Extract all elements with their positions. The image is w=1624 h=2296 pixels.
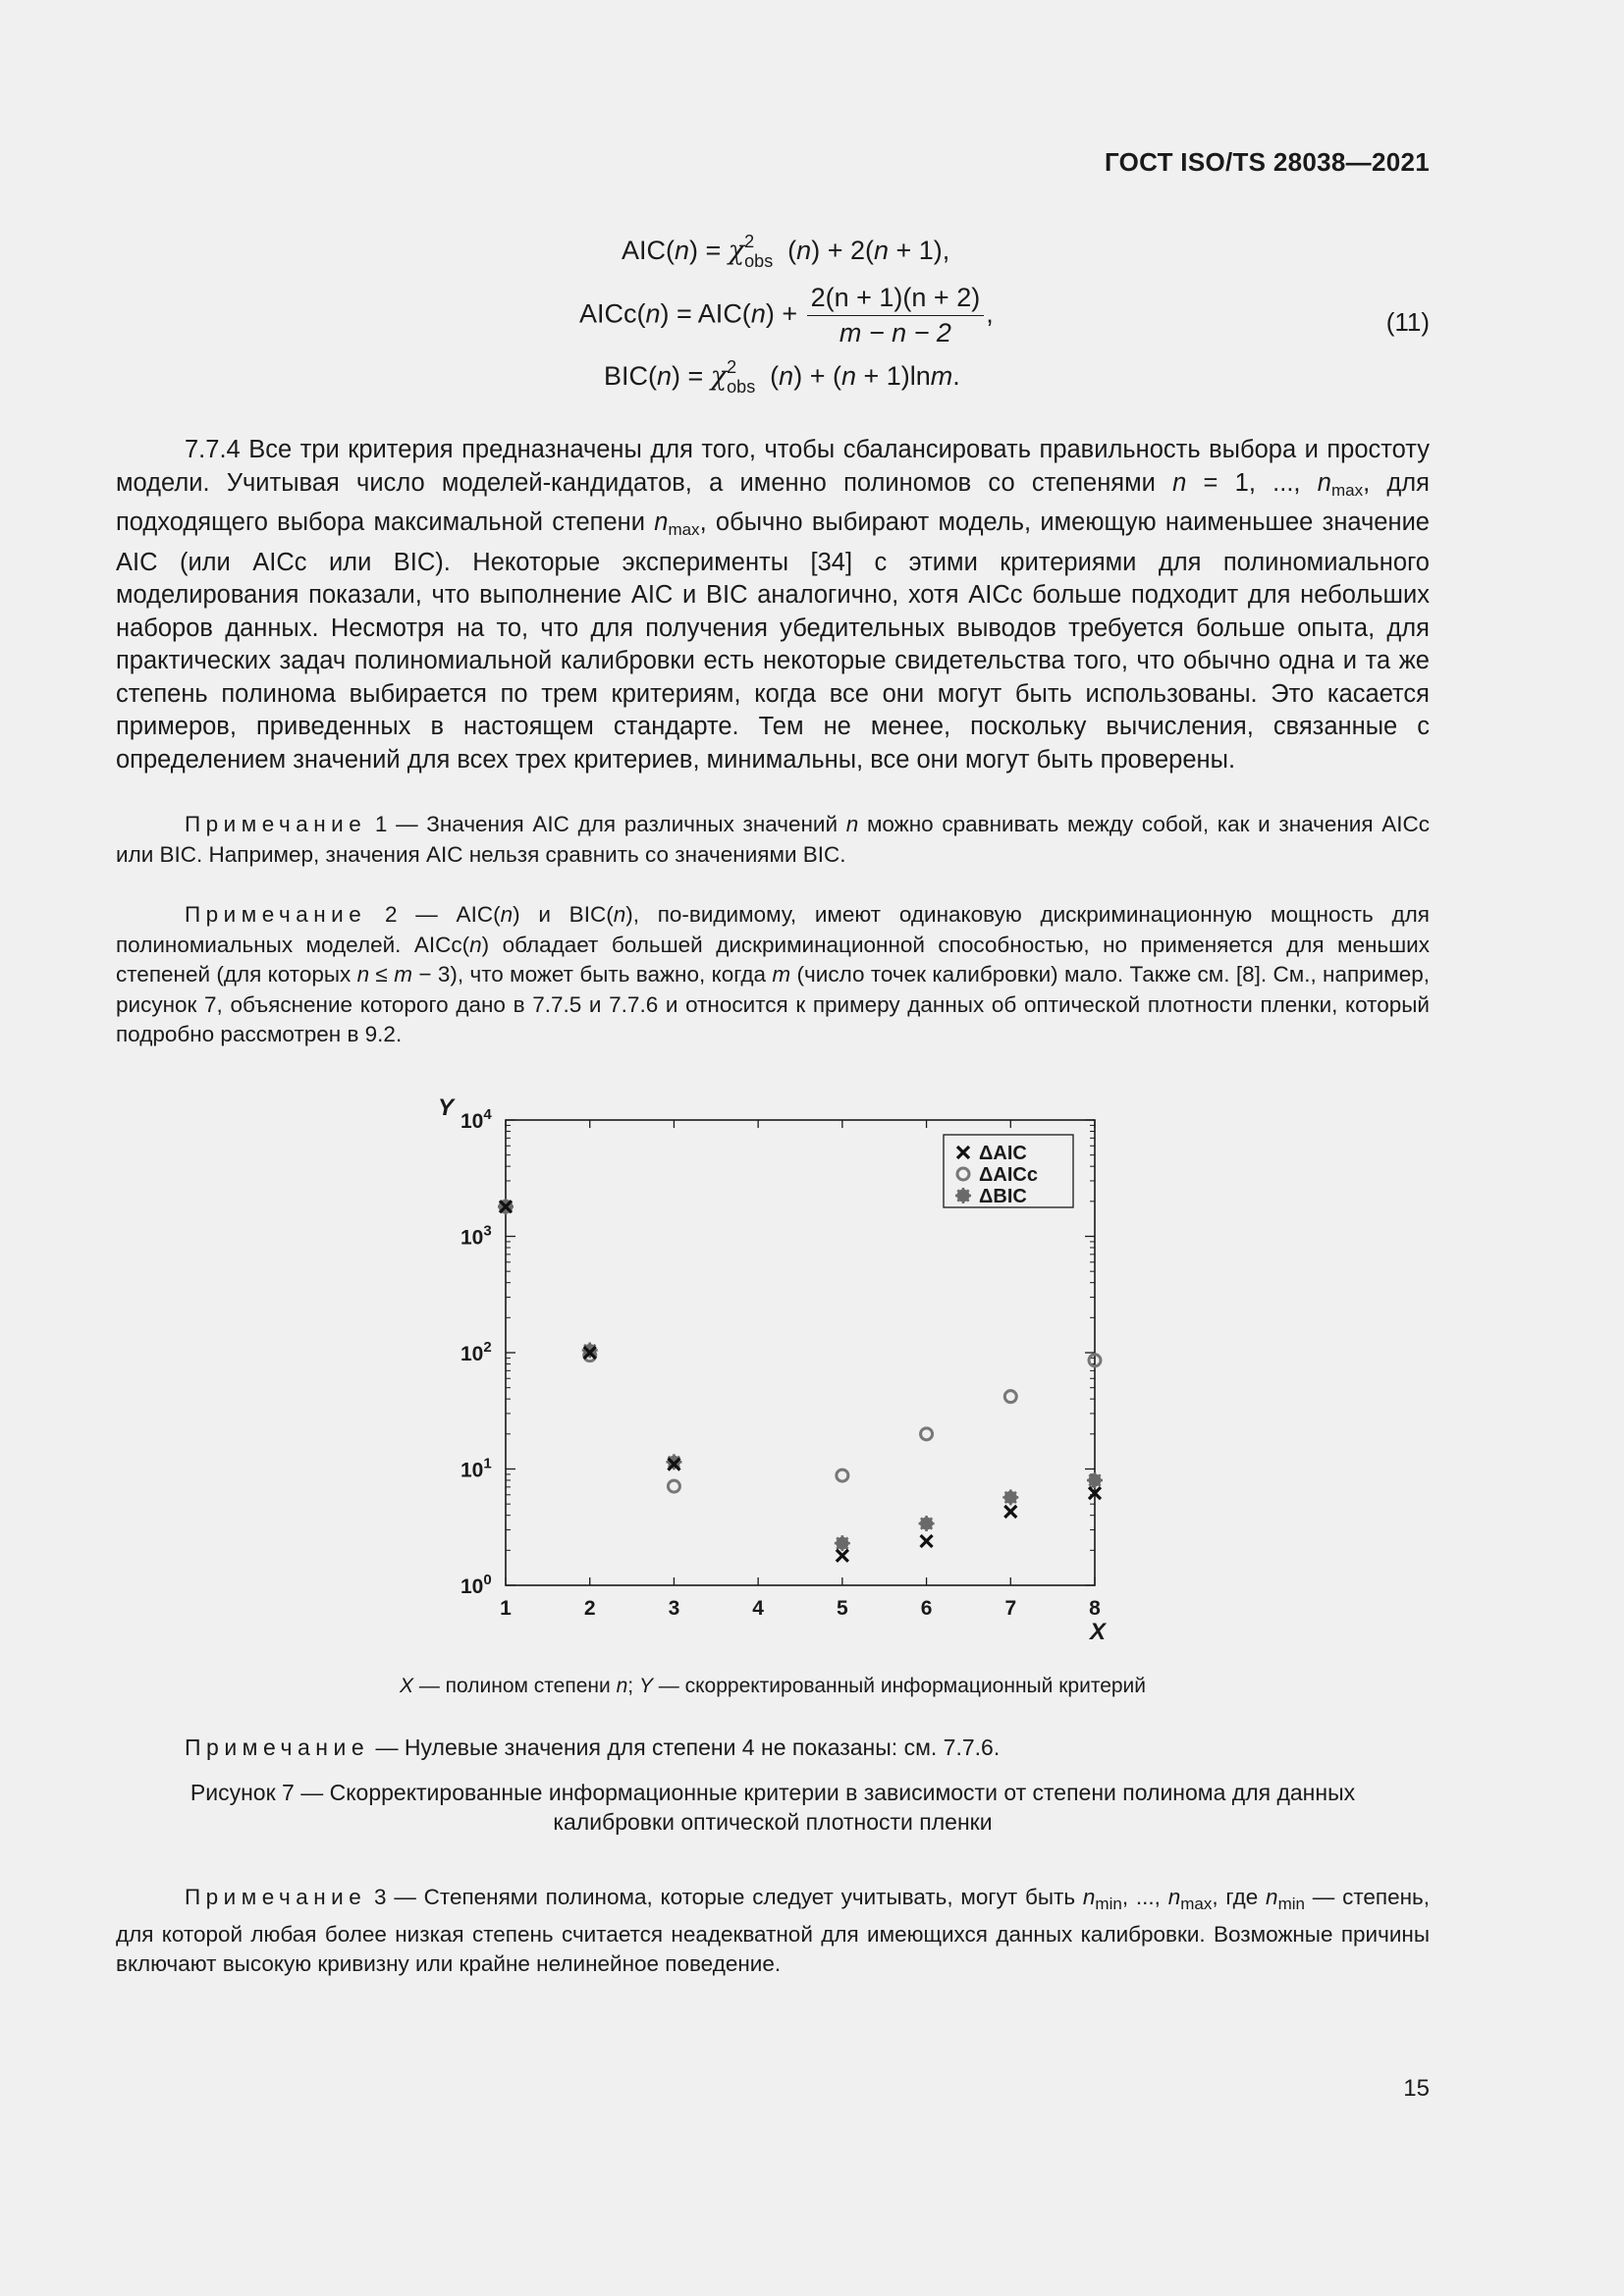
legend — [944, 1135, 1073, 1207]
equation-aic: AIC(n) = χ 2 obs (n) + 2(n + 1), — [622, 232, 950, 271]
note-2: Примечание 2 — AIC(n) и BIC(n), по-видимому, имеют одинаковую дискриминационную мощность для полиномиальных моделей. AICc(n) обладает большей дискриминационной способностью, но применяется для меньших степеней (для которых n ≤ m − 3), что может быть важно, когда m (число точек калибровки) мало. Также см. [8]. См., например, рисунок 7, объяснение которого дано в 7.7.5 и 7.7.6 и относится к примеру данных об оптической плотности пленки, который подробно рассмотрен в 9.2. — [116, 902, 1431, 1046]
delta-bic-point — [1087, 1472, 1103, 1488]
x-tick-label: 8 — [1089, 1597, 1101, 1620]
delta-bic-point — [919, 1516, 935, 1531]
y-tick-label: $10^2$ — [460, 1339, 492, 1365]
legend-label-delta-aicc: ΔAICc — [979, 1164, 1038, 1186]
note-1: Примечание 1 — Значения AIC для различных значений n можно сравнивать между собой, как и значения AICc или BIC. Например, значения AIC нельзя сравнить со значениями BIC. — [116, 812, 1430, 867]
y-tick-label: $10^4$ — [460, 1106, 492, 1133]
y-axis-label: Y — [438, 1095, 455, 1121]
note-3: Примечание 3 — Степенями полинома, которые следует учитывать, могут быть $n_{min}$, ..., $n_{max}$, где $n_{min}$ — степень, для которой любая более низкая степень считается неадекватной для имеющихся данных калибровки. Возможные причины включают высокую кривизну или крайне нелинейное поведение. — [116, 1885, 1430, 1976]
x-tick-label: 7 — [1004, 1597, 1017, 1620]
equation-aicc: AICc(n) = AIC(n) + $\frac{2(n + 1)(n + 2)}{m - n - 2}$ , — [579, 283, 994, 347]
aicc-denominator: m − n − 2 — [839, 318, 951, 347]
delta-bic-point — [666, 1454, 681, 1469]
figure-note: Примечание — Нулевые значения для степени 4 не показаны: см. 7.7.6. — [185, 1735, 1001, 1760]
delta-bic-point — [582, 1342, 598, 1358]
legend-marker-delta-bic — [955, 1188, 971, 1203]
delta-bic-point — [1002, 1489, 1018, 1505]
information-criteria-chart — [422, 1088, 1168, 1657]
legend-label-delta-aic: ΔAIC — [979, 1143, 1027, 1164]
delta-bic-point — [835, 1535, 850, 1551]
figure-axis-caption: X — полином степени n; Y — скорректированный информационный критерий — [399, 1675, 1147, 1697]
paragraph-7-7-4: 7.7.4 Все три критерия предназначены для того, чтобы сбалансировать правильность выбора и простоту модели. Учитывая число моделей-кандидатов, а именно полиномов со степенями n = 1, ..., $n_{max}$, для подходящего выбора максимальной степени $n_{max}$, обычно выбирают модель, имеющую наименьшее значение AIC (или AICc или BIC). Некоторые эксперименты [34] с этими критериями для полиномиального моделирования показали, что выполнение AIC и BIC аналогично, хотя AICc больше подходит для небольших наборов данных. Несмотря на то, что для получения убедительных выводов требуется больше опыта, для практических задач полиномиальной калибровки есть некоторые свидетельства того, что обычно одна и та же степень полинома выбирается по трем критериям, когда все они могут быть использованы. Это касается примеров, приведенных в настоящем стандарте. Тем не менее, поскольку вычисления, связанные с определением значений для всех трех критериев, минимальны, все они могут быть проверены. — [116, 436, 1430, 774]
x-tick-label: 4 — [752, 1597, 764, 1620]
figure-title — [116, 1778, 1430, 1837]
legend-label-delta-bic: ΔBIC — [979, 1186, 1027, 1207]
page-number: 15 — [1403, 2075, 1430, 2102]
x-tick-label: 3 — [668, 1597, 680, 1620]
document-id: ГОСТ ISO/TS 28038—2021 — [1104, 147, 1430, 177]
figure-title-line-1: Рисунок 7 — Скорректированные информационные критерии в зависимости от степени полинома для данных — [189, 1780, 1356, 1805]
x-tick-label: 6 — [920, 1597, 933, 1620]
y-tick-label: $10^0$ — [460, 1572, 492, 1598]
y-tick-label: $10^3$ — [460, 1222, 492, 1250]
x-axis-label: X — [1090, 1619, 1107, 1645]
figure-title-line-2: калибровки оптической плотности пленки — [553, 1809, 993, 1835]
equation-number: (11) — [1385, 307, 1430, 337]
aicc-numerator: 2(n + 1)(n + 2) — [807, 283, 985, 316]
equation-bic: BIC(n) = χ 2 obs (n) + (n + 1)lnm. — [604, 357, 960, 397]
x-tick-label: 2 — [583, 1597, 596, 1620]
x-tick-label: 1 — [500, 1597, 512, 1620]
y-tick-label: $10^1$ — [460, 1455, 492, 1482]
x-tick-label: 5 — [837, 1597, 848, 1620]
